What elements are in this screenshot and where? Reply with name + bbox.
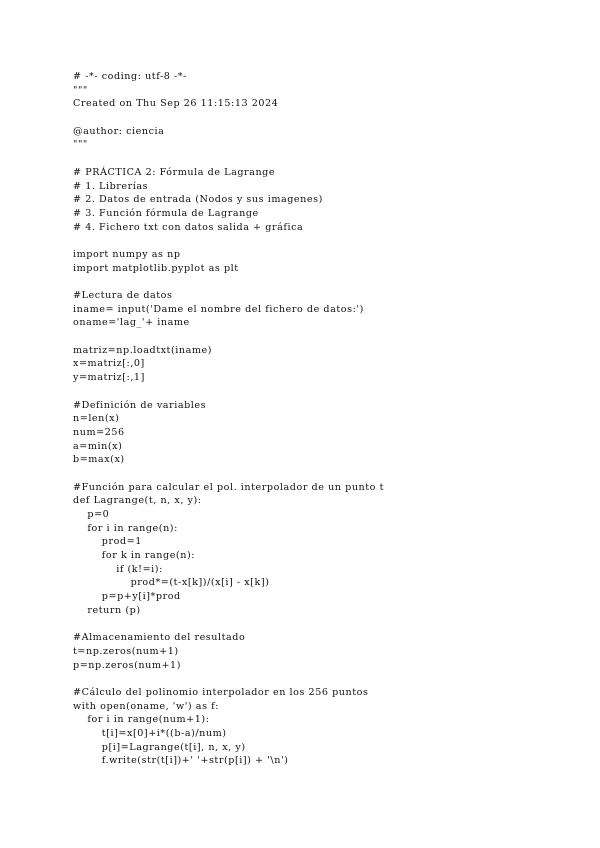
code-listing — [73, 70, 384, 768]
code-line: # 1. Librerías — [73, 180, 149, 192]
code-line: #Cálculo del polinomio interpolador en los 256 puntos — [73, 686, 369, 698]
code-line: def Lagrange(t, n, x, y): — [73, 495, 202, 507]
code-line: prod=1 — [73, 536, 142, 548]
code-line: Created on Thu Sep 26 11:15:13 2024 — [73, 98, 279, 110]
code-line: """ — [73, 139, 88, 151]
code-line: #Almacenamiento del resultado — [73, 632, 246, 644]
code-line: #Definición de variables — [73, 399, 207, 411]
code-line: p=p+y[i]*prod — [73, 591, 181, 603]
code-line — [73, 672, 384, 686]
code-line: b=max(x) — [73, 454, 125, 466]
code-line: import numpy as np — [73, 248, 181, 260]
code-line: import matplotlib.pyplot as plt — [73, 262, 239, 274]
code-line: if (k!=i): — [73, 563, 163, 575]
code-line: oname='lag_'+ iname — [73, 317, 190, 329]
code-line: for k in range(n): — [73, 550, 196, 562]
code-line: prod*=(t-x[k])/(x[i] - x[k]) — [73, 577, 270, 589]
code-line — [73, 467, 384, 481]
code-line: p=np.zeros(num+1) — [73, 659, 181, 671]
code-line: return (p) — [73, 604, 141, 616]
code-line: # 4. Fichero txt con datos salida + gráfica — [73, 221, 304, 233]
code-line: """ — [73, 84, 88, 96]
code-line — [73, 152, 384, 166]
code-line — [73, 234, 384, 248]
code-line: t=np.zeros(num+1) — [73, 645, 179, 657]
code-line: for i in range(n): — [73, 522, 178, 534]
code-line: # PRÁCTICA 2: Fórmula de Lagrange — [73, 166, 276, 178]
code-line: iname= input('Dame el nombre del fichero de datos:') — [73, 303, 364, 315]
code-line: n=len(x) — [73, 413, 120, 425]
code-line: with open(oname, 'w') as f: — [73, 700, 220, 712]
code-line — [73, 111, 384, 125]
code-line: x=matriz[:,0] — [73, 358, 145, 370]
code-line — [73, 618, 384, 632]
code-line: matriz=np.loadtxt(iname) — [73, 344, 213, 356]
code-line: #Función para calcular el pol. interpolador de un punto t — [73, 481, 385, 493]
code-line: for i in range(num+1): — [73, 714, 210, 726]
code-line: # -*- coding: utf-8 -*- — [73, 71, 187, 82]
code-line: p=0 — [73, 509, 110, 520]
code-line: a=min(x) — [73, 440, 123, 452]
code-line: # 2. Datos de entrada (Nodos y sus imagenes) — [73, 194, 323, 206]
code-line — [73, 330, 384, 344]
code-line: t[i]=x[0]+i*((b-a)/num) — [73, 728, 227, 739]
code-line: p[i]=Lagrange(t[i], n, x, y) — [73, 741, 246, 753]
code-line: # 3. Función fórmula de Lagrange — [73, 207, 259, 219]
code-line — [73, 275, 384, 289]
code-line: f.write(str(t[i])+' '+str(p[i]) + '\n') — [73, 755, 289, 767]
code-line: num=256 — [73, 426, 125, 438]
code-line: y=matriz[:,1] — [73, 372, 145, 384]
code-line — [73, 385, 384, 399]
code-line: #Lectura de datos — [73, 290, 173, 301]
code-line: @author: ciencia — [73, 125, 165, 137]
